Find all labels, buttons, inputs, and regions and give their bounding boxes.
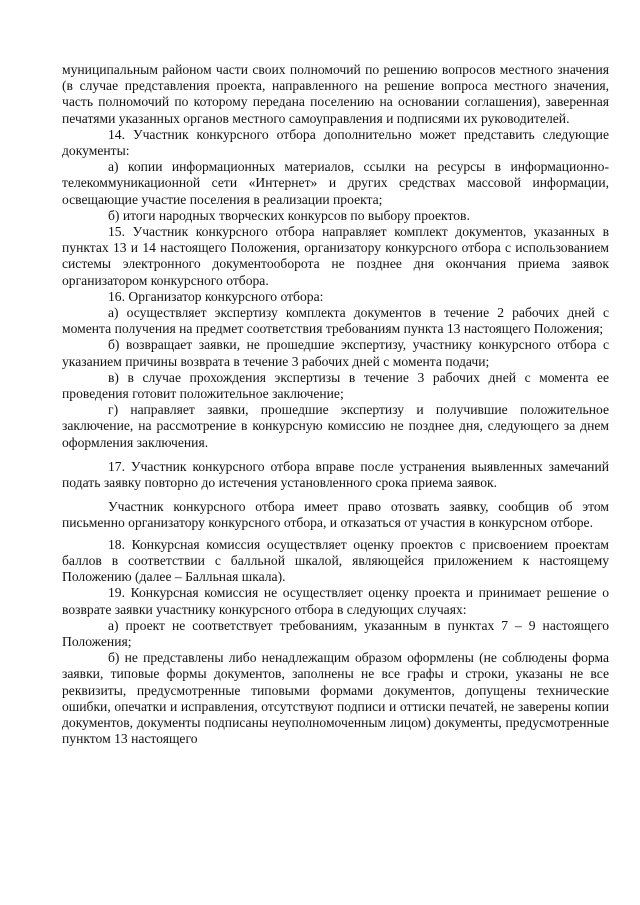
paragraph-item-16b: б) возвращает заявки, не прошедшие экспертизу, участнику конкурсного отбора с указанием причины возврата в течение 3 рабочих дней с момента подачи;: [62, 337, 609, 369]
paragraph-item-19: 19. Конкурсная комиссия не осуществляет оценку проекта и принимает решение о возврате заявки участнику конкурсного отбора в следующих случаях:: [62, 585, 609, 617]
paragraph-item-14: 14. Участник конкурсного отбора дополнительно может представить следующие документы:: [62, 126, 609, 159]
paragraph-item-17-withdraw: Участник конкурсного отбора имеет право отозвать заявку, сообщив об этом письменно организатору конкурсного отбора, и отказаться от участия в конкурсном отборе.: [62, 499, 609, 531]
paragraph-item-14b: б) итоги народных творческих конкурсов по выбору проектов.: [108, 207, 470, 223]
paragraph-item-14a: а) копии информационных материалов, ссылки на ресурсы в информационно-телекоммуникационной сети «Интернет» и других средствах массовой информации, освещающие участие поселения в реализации проекта;: [62, 159, 609, 207]
paragraph-item-16: 16. Организатор конкурсного отбора:: [108, 288, 324, 304]
paragraph-item-16a: а) осуществляет экспертизу комплекта документов в течение 2 рабочих дней с момента получения на предмет соответствия требованиям пункта 13 настоящего Положения;: [62, 305, 609, 337]
paragraph-item-18: 18. Конкурсная комиссия осуществляет оценку проектов с присвоением проектам баллов в соответствии с балльной шкалой, являющейся приложением к настоящему Положению (далее – Балльная шкала).: [62, 536, 609, 585]
paragraph-item-15: 15. Участник конкурсного отбора направляет комплект документов, указанных в пунктах 13 и 14 настоящего Положения, организатору конкурсного отбора с использованием системы электронного документооборота не позднее дня окончания приема заявок организатором конкурсного отбора.: [62, 224, 609, 288]
paragraph-item-16g: г) направляет заявки, прошедшие экспертизу и получившие положительное заключение, на рассмотрение в конкурсную комиссию не позднее дня, следующего за днем оформления заключения.: [62, 402, 609, 450]
paragraph-item-19b: б) не представлены либо ненадлежащим образом оформлены (не соблюдены форма заявки, типовые формы документов, заполнены не все графы и строки, указаны не все реквизиты, предусмотренные типовыми формами документов, допущены технические ошибки, опечатки и исправления, отсутствуют подписи и оттиски печатей, не заверены копии документов, документы подписаны неуполномоченным лицом) документы, предусмотренные пунктом 13 настоящего: [62, 650, 609, 747]
paragraph-item-19a: а) проект не соответствует требованиям, указанным в пунктах 7 – 9 настоящего Положения;: [62, 617, 609, 649]
paragraph-continuation: муниципальным районом части своих полномочий по решению вопросов местного значения (в случае представления проекта, направленного на решение вопроса местного значения, часть полномочий по которому передана поселению на основании соглашения), заверенная печатями указанных органов местного самоуправления и подписями их руководителей.: [62, 62, 609, 126]
paragraph-item-17: 17. Участник конкурсного отбора вправе после устранения выявленных замечаний подать заявку повторно до истечения установленного срока приема заявок.: [62, 458, 609, 491]
paragraph-item-16v: в) в случае прохождения экспертизы в течение 3 рабочих дней с момента ее проведения готовит положительное заключение;: [62, 369, 609, 402]
